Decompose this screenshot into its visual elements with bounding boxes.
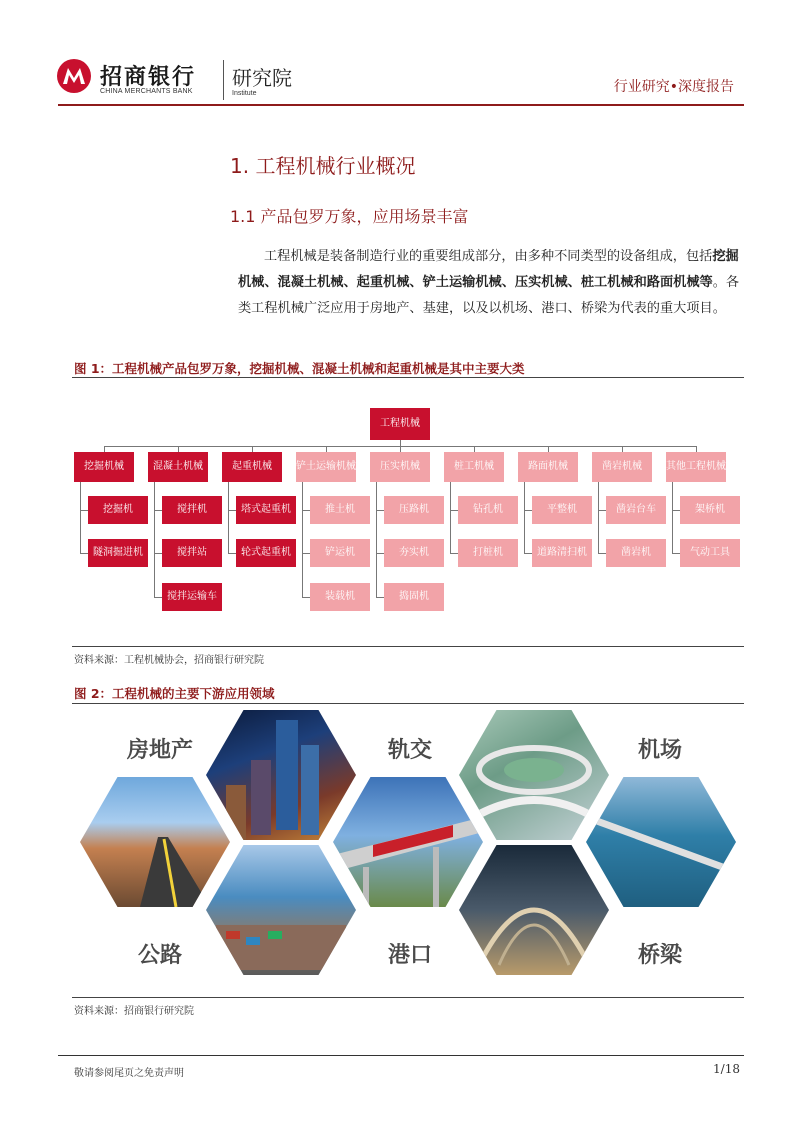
tree-connector	[400, 446, 401, 452]
footer-divider	[58, 1055, 744, 1056]
tree-connector	[302, 553, 310, 554]
figure-1-source: 资料来源：工程机械协会，招商银行研究院	[74, 655, 264, 666]
tree-item: 凿岩台车	[606, 496, 666, 524]
tree-item: 凿岩机	[606, 539, 666, 567]
label-port: 港口	[387, 943, 432, 968]
tree-category: 起重机械	[222, 452, 282, 482]
tree-item: 装载机	[310, 583, 370, 611]
tree-connector	[672, 482, 673, 553]
label-highway: 公路	[137, 943, 182, 968]
tree-connector	[696, 446, 697, 452]
tree-item: 气动工具	[680, 539, 740, 567]
disclaimer-note: 敬请参阅尾页之免责声明	[74, 1068, 184, 1079]
tree-item: 搅拌站	[162, 539, 222, 567]
figure-1-bottom-rule	[72, 646, 744, 647]
figure-1-caption: 图 1：工程机械产品包罗万象，挖掘机械、混凝土机械和起重机械是其中主要大类	[74, 361, 525, 376]
tree-item: 架桥机	[680, 496, 740, 524]
port-image	[206, 845, 356, 975]
tree-root: 工程机械	[370, 408, 430, 440]
tree-connector	[524, 482, 525, 553]
tree-category: 凿岩机械	[592, 452, 652, 482]
tree-connector	[548, 446, 549, 452]
tree-connector	[376, 553, 384, 554]
tree-connector	[104, 446, 105, 452]
tree-connector	[672, 510, 680, 511]
figure-2-top-rule	[72, 703, 744, 704]
airport-image	[459, 710, 609, 840]
tree-connector	[524, 553, 532, 554]
tree-item: 捣固机	[384, 583, 444, 611]
label-rail-transit: 轨交	[387, 738, 432, 763]
tree-connector	[450, 482, 451, 553]
tree-connector	[104, 446, 696, 447]
figure-2-bottom-rule	[72, 997, 744, 998]
figure-2-caption: 图 2：工程机械的主要下游应用领域	[74, 686, 275, 701]
real-estate-image	[206, 710, 356, 840]
tree-category: 挖掘机械	[74, 452, 134, 482]
tree-item: 夯实机	[384, 539, 444, 567]
tree-connector	[80, 553, 88, 554]
tree-connector	[376, 482, 377, 597]
cmb-logo-icon	[56, 58, 92, 94]
bridge-sea-image	[586, 777, 736, 907]
tree-connector	[228, 510, 236, 511]
report-type: 行业研究•深度报告	[613, 79, 734, 95]
bank-name-en: CHINA MERCHANTS BANK	[100, 88, 193, 95]
tree-item: 搅拌运输车	[162, 583, 222, 611]
tree-connector	[252, 446, 253, 452]
tree-connector	[376, 510, 384, 511]
rail-transit-image	[333, 777, 483, 907]
section-heading: 1. 工程机械行业概况	[230, 154, 416, 178]
header-divider	[58, 104, 744, 106]
tree-item: 打桩机	[458, 539, 518, 567]
tree-connector	[302, 482, 303, 597]
tree-connector	[400, 440, 401, 446]
tree-item: 压路机	[384, 496, 444, 524]
tree-category: 其他工程机械	[666, 452, 726, 482]
institute-name-en: Institute	[232, 90, 257, 97]
paragraph-text-2: 。各类工程机械广泛应用于房地产、基建，以及以机场、港口、桥梁为代表的重大项目。	[238, 275, 740, 316]
label-real-estate: 房地产	[126, 738, 193, 763]
tree-item: 推土机	[310, 496, 370, 524]
tree-connector	[450, 553, 458, 554]
tree-item: 钻孔机	[458, 496, 518, 524]
tree-connector	[598, 482, 599, 553]
highway-image	[80, 777, 230, 907]
tree-connector	[154, 482, 155, 597]
figure-1-top-rule	[72, 377, 744, 378]
tree-connector	[80, 482, 81, 553]
tree-item: 挖掘机	[88, 496, 148, 524]
institute-name: 研究院	[232, 66, 292, 90]
tree-connector	[450, 510, 458, 511]
tree-item: 轮式起重机	[236, 539, 296, 567]
tree-connector	[672, 553, 680, 554]
figure-2-source: 资料来源：招商银行研究院	[74, 1006, 194, 1017]
tree-connector	[154, 597, 162, 598]
tree-connector	[524, 510, 532, 511]
paragraph-bold-text: 挖掘机械、混凝土机械、起重机械、铲土运输机械、压实机械、桩工机械和路面机械等	[238, 249, 739, 290]
tree-category: 压实机械	[370, 452, 430, 482]
tree-category: 铲土运输机械	[296, 452, 356, 482]
tree-connector	[598, 553, 606, 554]
tree-item: 塔式起重机	[236, 496, 296, 524]
label-bridge: 桥梁	[637, 943, 682, 968]
tree-item: 搅拌机	[162, 496, 222, 524]
tree-connector	[302, 510, 310, 511]
tree-category: 路面机械	[518, 452, 578, 482]
tree-category: 桩工机械	[444, 452, 504, 482]
tree-connector	[376, 597, 384, 598]
tree-connector	[178, 446, 179, 452]
tree-connector	[326, 446, 327, 452]
tree-item: 铲运机	[310, 539, 370, 567]
bridge-night-image	[459, 845, 609, 975]
tree-connector	[474, 446, 475, 452]
tree-item: 道路清扫机	[532, 539, 592, 567]
page-number: 1/18	[713, 1062, 740, 1076]
tree-connector	[228, 482, 229, 553]
paragraph-text-1: 工程机械是装备制造行业的重要组成部分，由多种不同类型的设备组成，包括	[264, 249, 713, 264]
subsection-heading: 1.1 产品包罗万象，应用场景丰富	[230, 207, 469, 226]
tree-connector	[154, 553, 162, 554]
tree-item: 隧洞掘进机	[88, 539, 148, 567]
tree-item: 平整机	[532, 496, 592, 524]
label-airport: 机场	[637, 738, 682, 763]
tree-connector	[622, 446, 623, 452]
body-paragraph	[238, 244, 746, 322]
tree-category: 混凝土机械	[148, 452, 208, 482]
tree-connector	[154, 510, 162, 511]
tree-connector	[598, 510, 606, 511]
tree-connector	[80, 510, 88, 511]
logo-divider	[223, 60, 224, 100]
tree-connector	[228, 553, 236, 554]
tree-connector	[302, 597, 310, 598]
bank-name: 招商银行	[100, 64, 197, 90]
